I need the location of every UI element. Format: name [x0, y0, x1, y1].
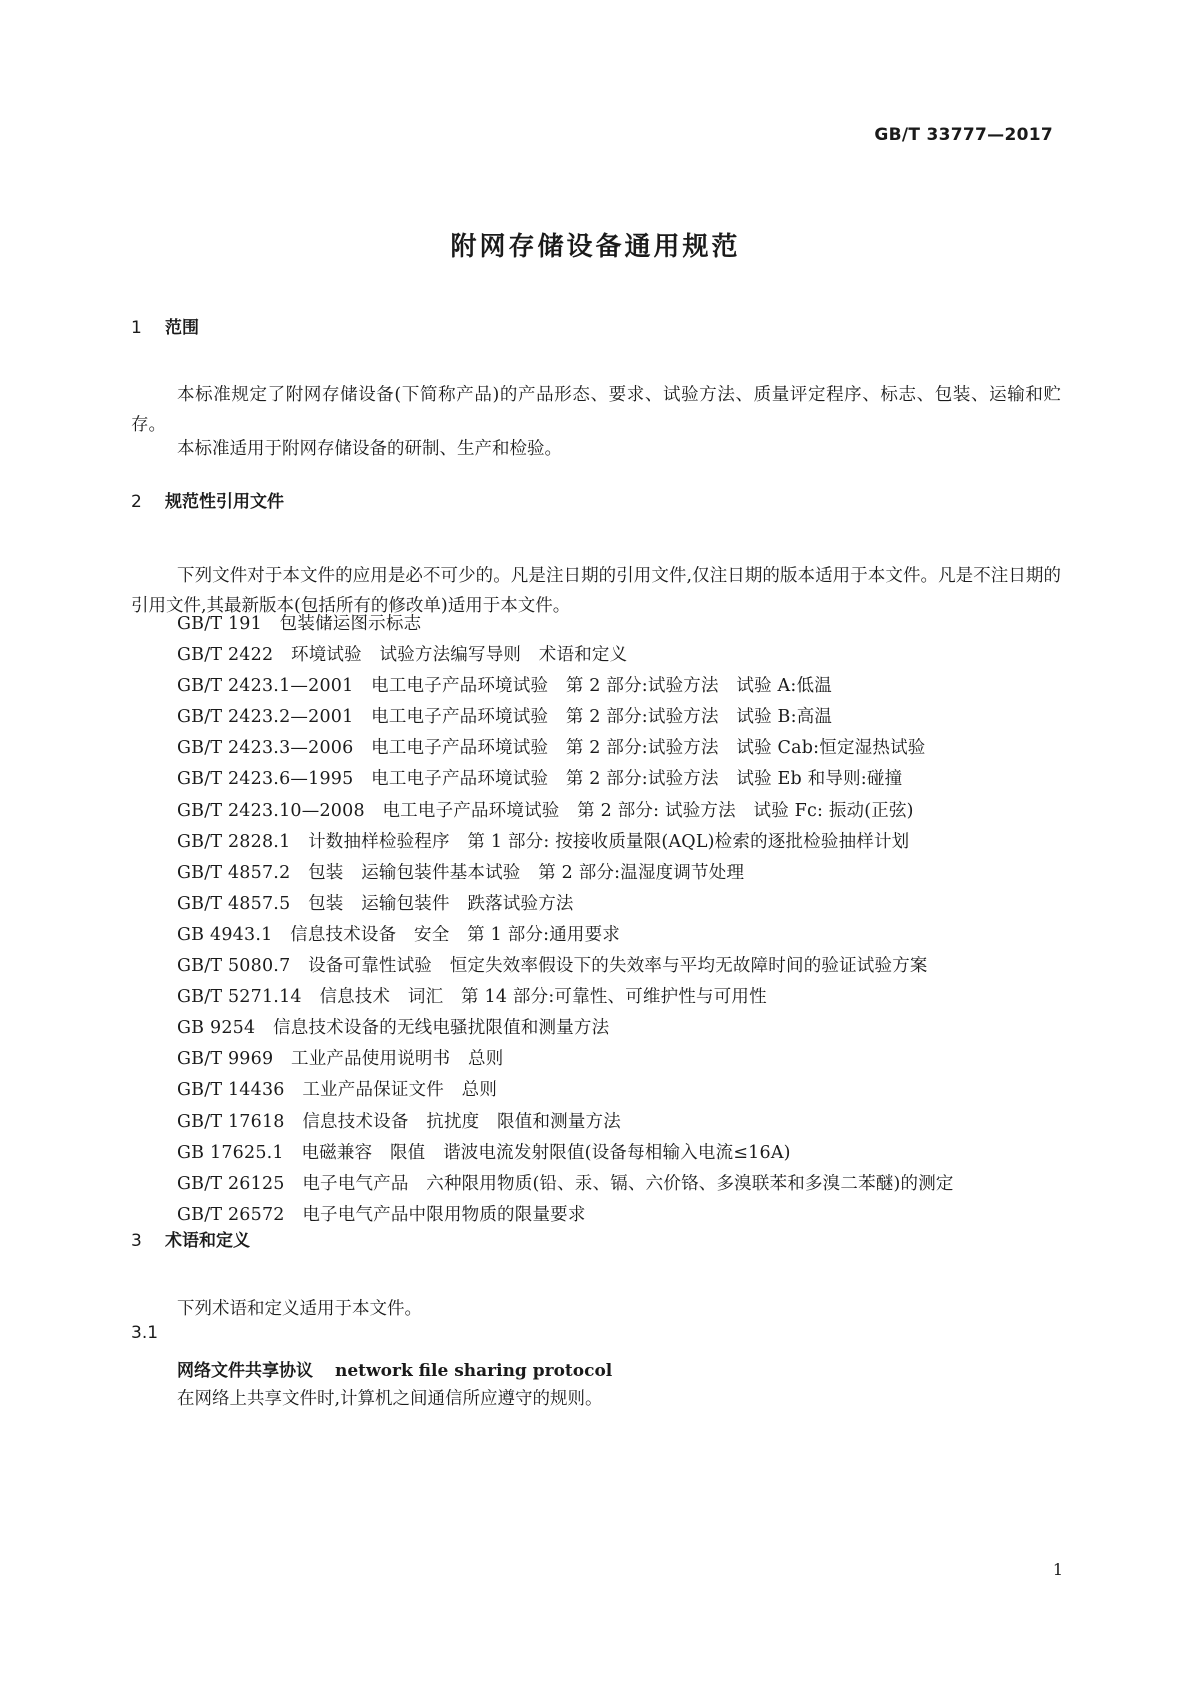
reference-item: GB/T 9969 工业产品使用说明书 总则 — [177, 1049, 504, 1070]
reference-item: GB/T 14436 工业产品保证文件 总则 — [177, 1080, 498, 1101]
reference-item: GB/T 2423.2—2001 电工电子产品环境试验 第 2 部分:试验方法 试验 B:高温 — [177, 707, 833, 728]
page-number: 1 — [1052, 1560, 1063, 1579]
reference-item: GB 9254 信息技术设备的无线电骚扰限值和测量方法 — [177, 1018, 610, 1039]
reference-item: GB 4943.1 信息技术设备 安全 第 1 部分:通用要求 — [177, 924, 620, 945]
section-title: 术语和定义 — [165, 1231, 250, 1251]
term-english: network file sharing protocol — [335, 1361, 613, 1381]
reference-item: GB/T 2423.3—2006 电工电子产品环境试验 第 2 部分:试验方法 试验 Cab:恒定湿热试验 — [177, 738, 926, 759]
clause-number: 3.1 — [131, 1323, 159, 1343]
section-heading-1 — [131, 313, 199, 338]
section-title: 范围 — [165, 318, 199, 338]
reference-item: GB/T 26125 电子电气产品 六种限用物质(铅、汞、镉、六价铬、多溴联苯和多溴二苯醚)的测定 — [177, 1173, 954, 1194]
reference-item: GB/T 26572 电子电气产品中限用物质的限量要求 — [177, 1204, 586, 1225]
section-title: 规范性引用文件 — [165, 492, 284, 512]
reference-item: GB/T 191 包装储运图示标志 — [177, 614, 422, 634]
reference-item: GB/T 2828.1 计数抽样检验程序 第 1 部分: 按接收质量限(AQL)检索的逐批检验抽样计划 — [177, 831, 910, 852]
term-chinese: 网络文件共享协议 — [177, 1361, 313, 1381]
scope-paragraph-1: 本标准规定了附网存储设备(下简称产品)的产品形态、要求、试验方法、质量评定程序、标志、包装、运输和贮存。 — [131, 385, 1061, 435]
reference-item: GB/T 5271.14 信息技术 词汇 第 14 部分:可靠性、可维护性与可用性 — [177, 987, 767, 1008]
scope-paragraph-2: 本标准适用于附网存储设备的研制、生产和检验。 — [177, 439, 562, 459]
term-definition: 在网络上共享文件时,计算机之间通信所应遵守的规则。 — [177, 1389, 603, 1409]
section-number: 1 — [131, 318, 142, 338]
section-heading-2 — [131, 487, 284, 512]
reference-item: GB/T 5080.7 设备可靠性试验 恒定失效率假设下的失效率与平均无故障时间的验证试验方案 — [177, 956, 928, 977]
reference-item: GB/T 17618 信息技术设备 抗扰度 限值和测量方法 — [177, 1111, 621, 1132]
reference-item: GB/T 2423.10—2008 电工电子产品环境试验 第 2 部分: 试验方法 试验 Fc: 振动(正弦) — [177, 800, 914, 821]
standard-number: GB/T 33777—2017 — [874, 125, 1053, 145]
document-title: 附网存储设备通用规范 — [450, 232, 741, 262]
reference-item: GB/T 2423.6—1995 电工电子产品环境试验 第 2 部分:试验方法 试验 Eb 和导则:碰撞 — [177, 769, 903, 790]
terms-intro: 下列术语和定义适用于本文件。 — [177, 1299, 422, 1319]
reference-item: GB/T 2423.1—2001 电工电子产品环境试验 第 2 部分:试验方法 试验 A:低温 — [177, 676, 832, 697]
section-heading-3 — [131, 1226, 250, 1251]
references-intro: 下列文件对于本文件的应用是必不可少的。凡是注日期的引用文件,仅注日期的版本适用于本文件。凡是不注日期的引用文件,其最新版本(包括所有的修改单)适用于本文件。 — [131, 566, 1061, 616]
section-number: 3 — [131, 1231, 142, 1251]
reference-item: GB/T 4857.5 包装 运输包装件 跌落试验方法 — [177, 893, 574, 914]
term-heading — [177, 1356, 612, 1381]
reference-item: GB/T 2422 环境试验 试验方法编写导则 术语和定义 — [177, 645, 628, 666]
reference-item: GB/T 4857.2 包装 运输包装件基本试验 第 2 部分:温湿度调节处理 — [177, 862, 745, 883]
reference-list — [177, 609, 954, 1231]
reference-item: GB 17625.1 电磁兼容 限值 谐波电流发射限值(设备每相输入电流≤16A) — [177, 1142, 791, 1163]
section-number: 2 — [131, 492, 142, 512]
